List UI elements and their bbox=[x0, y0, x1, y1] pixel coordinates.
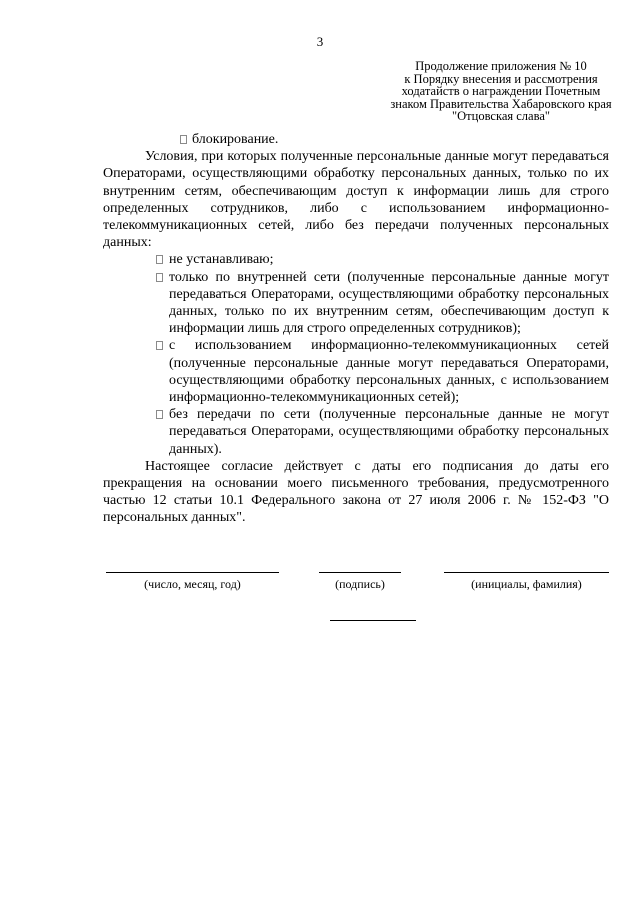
checkbox-icon[interactable] bbox=[156, 255, 163, 264]
appendix-header-line: знаком Правительства Хабаровского края bbox=[390, 96, 612, 111]
option-item bbox=[103, 251, 609, 268]
document-body bbox=[103, 131, 609, 527]
checkbox-icon[interactable] bbox=[156, 410, 163, 419]
appendix-header-line: Продолжение приложения № 10 bbox=[415, 59, 587, 73]
checkbox-icon[interactable] bbox=[180, 135, 187, 144]
signature-line bbox=[319, 572, 401, 573]
name-label: (инициалы, фамилия) bbox=[471, 577, 582, 591]
date-signature-line bbox=[106, 572, 279, 573]
blocking-item bbox=[103, 131, 609, 148]
option-text: только по внутренней сети (полученные персональные данные могут передаваться Операторами, осуществляющими обработку персональных данных, только по их внутренним сетям, обеспечивающим доступ к информации лишь для строго определенных сотрудников); bbox=[169, 269, 609, 337]
name-signature-line bbox=[444, 572, 609, 573]
conditions-paragraph: Условия, при которых полученные персональные данные могут передаваться Операторами, осуществляющими обработку персональных данных, только по их внутренним сетям, обеспечивающим доступ к информации лишь для строго определенных сотрудников, либо с использованием информационно-телекоммуникационных сетей, либо без передачи полученных персональных данных: bbox=[103, 149, 609, 251]
appendix-header-line: к Порядку внесения и рассмотрения bbox=[404, 71, 598, 86]
appendix-header bbox=[383, 60, 619, 123]
blocking-item-text: блокирование. bbox=[192, 132, 279, 147]
date-label: (число, месяц, год) bbox=[144, 577, 241, 591]
transfer-options-list bbox=[103, 251, 609, 457]
option-item bbox=[103, 269, 609, 338]
page-number: 3 bbox=[316, 34, 324, 49]
end-divider bbox=[330, 620, 416, 621]
appendix-header-line: ходатайств о награждении Почетным bbox=[401, 84, 601, 98]
option-item bbox=[103, 337, 609, 406]
option-text: не устанавливаю; bbox=[169, 252, 274, 268]
signature-label: (подпись) bbox=[335, 577, 385, 591]
checkbox-icon[interactable] bbox=[156, 273, 163, 282]
option-text: с использованием информационно-телекоммуникационных сетей (полученные персональные данные могут передаваться Операторами, осуществляющими обработку персональных данных, с использованием информационно-телекоммуникационных сетей); bbox=[169, 338, 609, 406]
appendix-header-line: "Отцовская слава" bbox=[452, 109, 550, 123]
option-text: без передачи по сети (полученные персональные данные не могут передаваться Операторами, осуществляющими обработку персональных данных). bbox=[169, 407, 609, 457]
validity-paragraph: Настоящее согласие действует с даты его подписания до даты его прекращения на основании моего письменного требования, предусмотренного частью 12 статьи 10.1 Федерального закона от 27 июля 2006 г. № 152-ФЗ "О персональных данных". bbox=[103, 458, 609, 526]
option-item bbox=[103, 406, 609, 458]
checkbox-icon[interactable] bbox=[156, 341, 163, 350]
